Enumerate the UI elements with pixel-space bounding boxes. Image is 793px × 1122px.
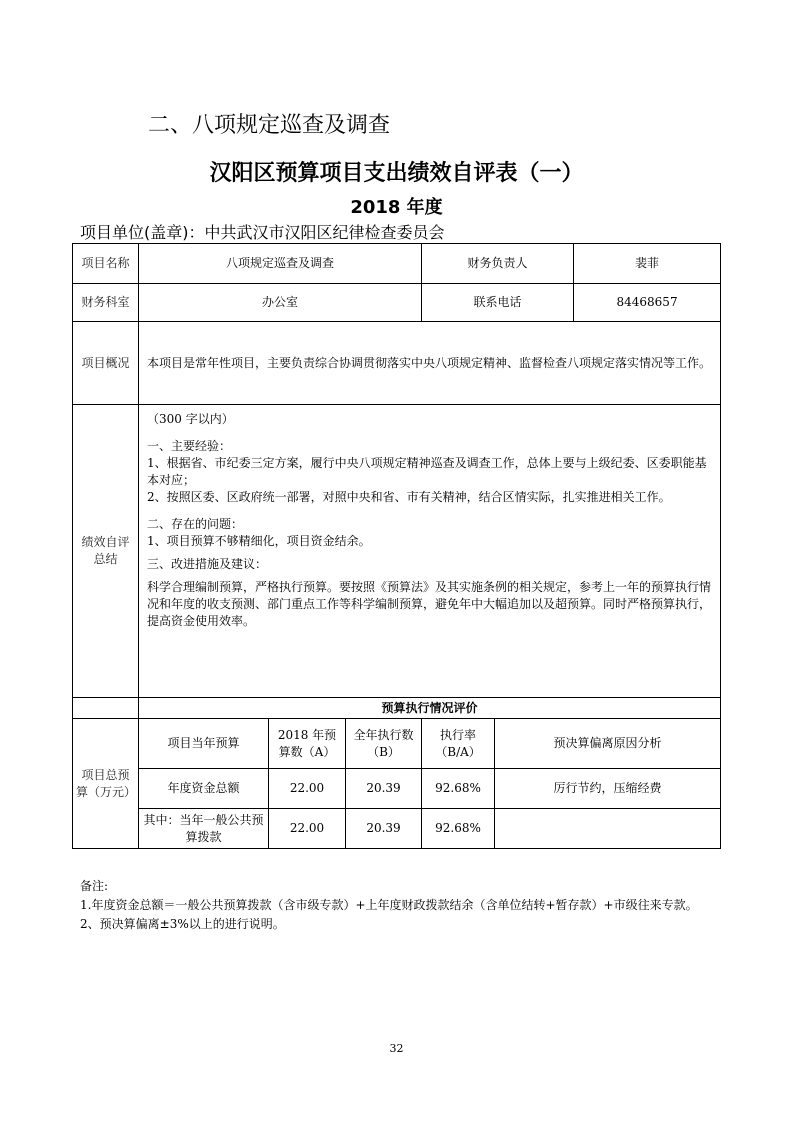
summary-label: 绩效自评总结 (73, 405, 139, 698)
budget-eval-header: 预算执行情况评价 (139, 698, 721, 719)
row-exec: 20.39 (346, 769, 422, 809)
row-label: 其中：当年一般公共预算拨款 (139, 809, 269, 849)
problem-item-1: 1、项目预算不够精细化，项目资金结余。 (147, 534, 371, 548)
row-rate: 92.68% (422, 769, 495, 809)
col-exec-rate: 执行率（B/A） (422, 719, 495, 769)
project-name-row (73, 244, 721, 284)
summary-row (73, 405, 721, 698)
measure-heading: 三、改进措施及建议： (147, 557, 268, 571)
col-deviation: 预决算偏离原因分析 (495, 719, 721, 769)
row-budget: 22.00 (269, 769, 346, 809)
finance-dept-label: 财务科室 (73, 284, 139, 322)
overview-label: 项目概况 (73, 322, 139, 405)
row-label: 年度资金总额 (139, 769, 269, 809)
finance-dept-row (73, 284, 721, 322)
phone-value: 84468657 (574, 284, 721, 322)
total-budget-label: 项目总预算（万元） (73, 719, 139, 849)
self-evaluation-table (72, 243, 721, 849)
experience-heading: 一、主要经验： (147, 439, 232, 453)
blank-cell (73, 698, 139, 719)
measure-text: 科学合理编制预算，严格执行预算。要按照《预算法》及其实施条例的相关规定，参考上一年的预算执行情况和年度的收支预测、部门重点工作等科学编制预算，避免年中大幅追加以及超预算。同时严格预算执行，提高资金使用效率。 (147, 580, 712, 628)
project-name-value: 八项规定巡查及调查 (139, 244, 422, 284)
year-title: 2018 年度 (350, 197, 443, 218)
overview-row (73, 322, 721, 405)
note-1: 1.年度资金总额＝一般公共预算拨款（含市级专款）+上年度财政拨款结余（含单位结转+暂存款）+市级往来专款。 (80, 898, 698, 912)
col-budget-2018: 2018 年预算数（A） (269, 719, 346, 769)
budget-columns-row (73, 719, 721, 769)
budget-eval-header-row (73, 698, 721, 719)
experience-item-2: 2、按照区委、区政府统一部署，对照中央和省、市有关精神，结合区情实际，扎实推进相关工作。 (147, 490, 671, 504)
row-rate: 92.68% (422, 809, 495, 849)
project-unit-line: 项目单位(盖章)：中共武汉市汉阳区纪律检查委员会 (80, 223, 445, 242)
finance-head-label: 财务负责人 (422, 244, 574, 284)
phone-label: 联系电话 (422, 284, 574, 322)
main-title: 汉阳区预算项目支出绩效自评表（一） (209, 161, 584, 186)
page-number: 32 (389, 1042, 404, 1055)
table-row (73, 769, 721, 809)
note-2: 2、预决算偏离±3%以上的进行说明。 (80, 917, 285, 931)
row-exec: 20.39 (346, 809, 422, 849)
notes-title: 备注: (80, 879, 109, 893)
section-heading: 二、八项规定巡查及调查 (148, 113, 391, 138)
row-reason (495, 809, 721, 849)
col-current-budget: 项目当年预算 (139, 719, 269, 769)
problem-heading: 二、存在的问题： (147, 517, 244, 531)
row-budget: 22.00 (269, 809, 346, 849)
finance-dept-value: 办公室 (139, 284, 422, 322)
notes (80, 877, 720, 934)
summary-content (139, 405, 721, 698)
project-name-label: 项目名称 (73, 244, 139, 284)
row-reason: 厉行节约，压缩经费 (495, 769, 721, 809)
col-annual-exec: 全年执行数（B） (346, 719, 422, 769)
summary-limit: （300 字以内） (147, 412, 234, 426)
table-row (73, 809, 721, 849)
finance-head-value: 裴菲 (574, 244, 721, 284)
experience-item-1: 1、根据省、市纪委三定方案，履行中央八项规定精神巡查及调查工作，总体上要与上级纪委、区委职能基本对应； (147, 456, 707, 487)
overview-text: 本项目是常年性项目，主要负责综合协调贯彻落实中央八项规定精神、监督检查八项规定落实情况等工作。 (139, 322, 721, 405)
